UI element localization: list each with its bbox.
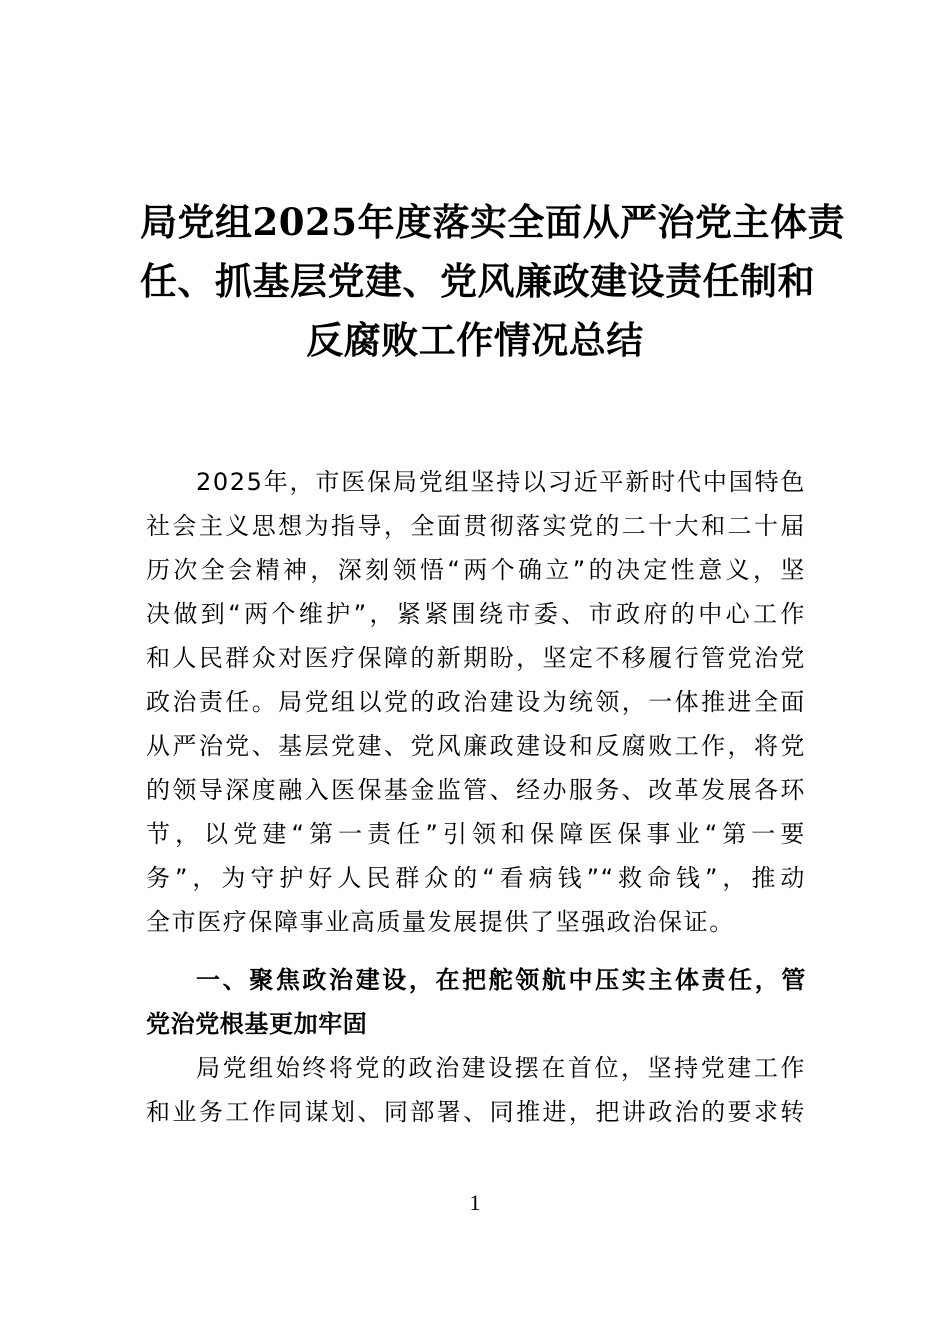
paragraph-line: 和人民群众对医疗保障的新期盼，坚定不移履行管党治党 — [146, 644, 806, 672]
paragraph-line: 局党组始终将党的政治建设摆在首位，坚持党建工作 — [196, 1054, 806, 1082]
heading-line: 党治党根基更加牢固 — [146, 1010, 368, 1038]
paragraph-line: 全市医疗保障事业高质量发展提供了坚强政治保证。 — [146, 908, 735, 936]
document-title — [140, 193, 845, 370]
paragraph-line: 2025年，市医保局党组坚持以习近平新时代中国特色 — [196, 468, 806, 496]
paragraph-line: 历次全会精神，深刻领悟“两个确立”的决定性意义，坚 — [146, 556, 806, 584]
paragraph-line: 从严治党、基层党建、党风廉政建设和反腐败工作，将党 — [146, 732, 806, 760]
paragraph-line: 决做到“两个维护”，紧紧围绕市委、市政府的中心工作 — [146, 600, 806, 628]
section-heading-1 — [146, 958, 806, 1046]
paragraph-line: 务”，为守护好人民群众的“看病钱”“救命钱”，推动 — [146, 864, 806, 892]
paragraph-line: 政治责任。局党组以党的政治建设为统领，一体推进全面 — [146, 688, 806, 716]
paragraph-line: 的领导深度融入医保基金监管、经办服务、改革发展各环 — [146, 776, 806, 804]
paragraph-line: 节，以党建“第一责任”引领和保障医保事业“第一要 — [146, 820, 806, 848]
title-line: 任、抓基层党建、党风廉政建设责任制和 — [140, 259, 815, 303]
paragraph-intro — [146, 460, 806, 944]
heading-line: 一、聚焦政治建设，在把舵领航中压实主体责任，管 — [196, 966, 806, 994]
paragraph-line: 社会主义思想为指导，全面贯彻落实党的二十大和二十届 — [146, 512, 806, 540]
page-number: 1 — [469, 1190, 481, 1215]
title-line: 反腐败工作情况总结 — [306, 318, 644, 362]
paragraph-line: 和业务工作同谋划、同部署、同推进，把讲政治的要求转 — [146, 1098, 806, 1126]
paragraph-section-1 — [146, 1046, 806, 1134]
title-line: 局党组2025年度落实全面从严治党主体责 — [140, 200, 845, 244]
